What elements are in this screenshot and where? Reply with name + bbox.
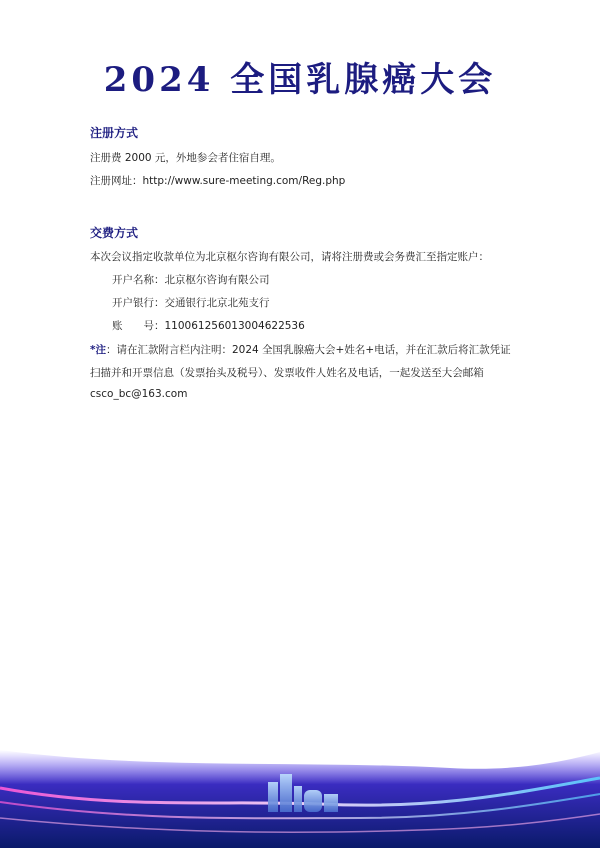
- payment-note-line-2: 扫描并和开票信息（发票抬头及税号）、发票收件人姓名及电话，一起发送至大会邮箱: [90, 367, 484, 379]
- payment-note-line-3: csco_bc@163.com: [90, 388, 188, 400]
- decorative-footer-band: [0, 730, 600, 848]
- registration-url: 注册网址：http://www.sure-meeting.com/Reg.php: [90, 175, 346, 187]
- registration-fee: 注册费 2000 元，外地参会者住宿自理。: [90, 152, 281, 164]
- payment-account-name: 开户名称：北京枢尔咨询有限公司: [112, 274, 270, 286]
- registration-heading: 注册方式: [90, 126, 139, 140]
- note-text-1: ：请在汇款附言栏内注明：2024 全国乳腺癌大会+姓名+电话，并在汇款后将汇款凭证: [106, 344, 511, 356]
- payment-account-number: 账 号：110061256013004622536: [112, 320, 305, 332]
- payment-heading: 交费方式: [90, 226, 139, 240]
- payment-note-line-1: [90, 342, 511, 357]
- note-label: *注: [90, 344, 106, 356]
- payment-intro: 本次会议指定收款单位为北京枢尔咨询有限公司，请将注册费或会务费汇至指定账户：: [90, 251, 489, 263]
- payment-bank: 开户银行：交通银行北京北苑支行: [112, 297, 270, 309]
- page-title: 2024 全国乳腺癌大会: [103, 60, 497, 100]
